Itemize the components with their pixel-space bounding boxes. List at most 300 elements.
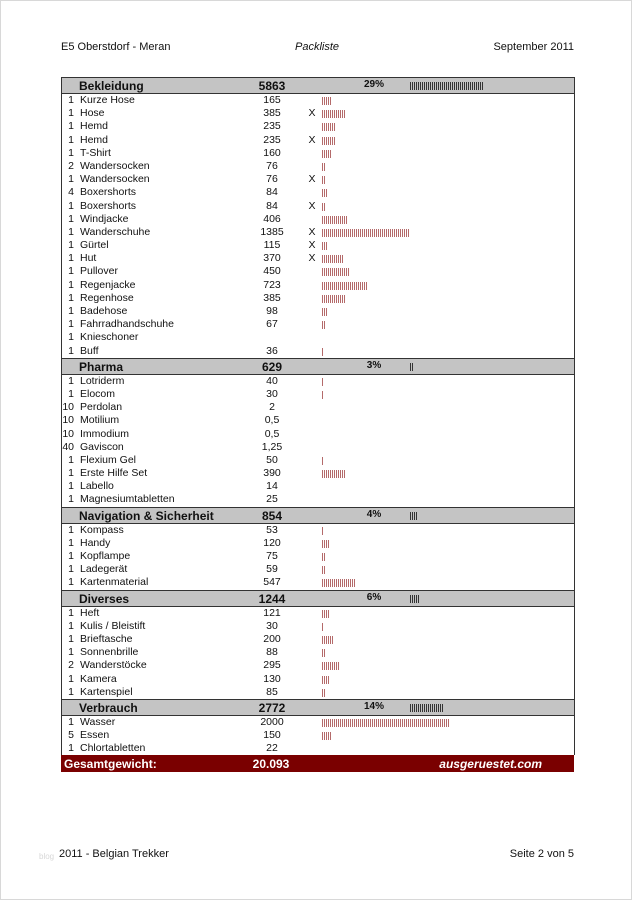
bar-tick	[422, 719, 423, 727]
bar-tick	[376, 229, 377, 237]
weight-bar	[322, 391, 323, 399]
bar-tick	[422, 82, 423, 90]
table-row	[62, 173, 574, 186]
bar-tick	[432, 719, 433, 727]
bar-tick	[418, 595, 419, 603]
bar-tick	[418, 82, 419, 90]
item-weight: 165	[263, 94, 281, 106]
category-header	[62, 358, 574, 375]
item-weight: 235	[263, 120, 281, 133]
bar-tick	[350, 229, 351, 237]
bar-tick	[336, 295, 337, 303]
table-row	[62, 686, 574, 699]
bar-tick	[324, 203, 325, 211]
item-mark: X	[308, 199, 316, 212]
bar-tick	[332, 123, 333, 131]
bar-tick	[410, 82, 411, 90]
bar-tick	[360, 229, 361, 237]
category-name: Diverses	[79, 591, 130, 606]
bar-tick	[410, 719, 411, 727]
bar-tick	[360, 719, 361, 727]
item-name: Badehose	[80, 305, 128, 317]
bar-tick	[416, 719, 417, 727]
bar-tick	[340, 216, 341, 224]
bar-tick	[328, 137, 329, 145]
weight-bar	[322, 662, 339, 670]
item-quantity: 5	[68, 729, 74, 742]
bar-tick	[434, 704, 435, 712]
bar-tick	[420, 719, 421, 727]
bar-tick	[332, 216, 333, 224]
category-percent: 3%	[366, 359, 382, 371]
weight-bar	[410, 512, 417, 520]
bar-tick	[336, 229, 337, 237]
item-weight: 115	[263, 239, 281, 252]
weight-bar	[322, 216, 347, 224]
bar-tick	[432, 704, 433, 712]
bar-tick	[384, 229, 385, 237]
table-row	[62, 454, 574, 467]
table-row	[62, 239, 574, 252]
item-weight: 1,25	[261, 440, 283, 453]
bar-tick	[340, 282, 341, 290]
bar-tick	[398, 719, 399, 727]
bar-tick	[324, 137, 325, 145]
bar-tick	[356, 229, 357, 237]
item-quantity: 1	[68, 107, 74, 120]
table-row	[62, 252, 574, 265]
bar-tick	[410, 595, 411, 603]
bar-tick	[328, 110, 329, 118]
bar-tick	[338, 110, 339, 118]
table-row	[62, 213, 574, 226]
bar-tick	[330, 123, 331, 131]
bar-tick	[338, 229, 339, 237]
bar-tick	[328, 676, 329, 684]
bar-tick	[448, 82, 449, 90]
total-weight-bar	[61, 755, 574, 772]
bar-tick	[326, 268, 327, 276]
item-name: Kartenspiel	[80, 685, 133, 698]
bar-tick	[324, 216, 325, 224]
weight-bar	[322, 457, 323, 465]
table-row	[62, 480, 574, 493]
item-quantity: 1	[68, 632, 74, 645]
weight-bar	[322, 732, 331, 740]
item-weight: 22	[266, 742, 278, 755]
bar-tick	[326, 189, 327, 197]
bar-tick	[324, 255, 325, 263]
item-weight: 390	[263, 467, 281, 480]
bar-tick	[456, 82, 457, 90]
bar-tick	[358, 229, 359, 237]
bar-tick	[370, 229, 371, 237]
bar-tick	[380, 719, 381, 727]
item-quantity: 1	[68, 646, 74, 659]
table-row	[62, 107, 574, 120]
bar-tick	[404, 719, 405, 727]
bar-tick	[330, 137, 331, 145]
weight-bar	[410, 363, 413, 371]
item-quantity: 1	[68, 318, 74, 331]
bar-tick	[398, 229, 399, 237]
table-row	[62, 576, 574, 589]
bar-tick	[406, 719, 407, 727]
item-name: Lotriderm	[80, 374, 125, 387]
table-row	[62, 388, 574, 401]
bar-tick	[364, 719, 365, 727]
bar-tick	[366, 229, 367, 237]
bar-tick	[332, 268, 333, 276]
bar-tick	[322, 579, 323, 587]
site-link[interactable]: ausgeruestet.com	[439, 757, 542, 771]
bar-tick	[324, 566, 325, 574]
bar-tick	[324, 282, 325, 290]
bar-tick	[346, 579, 347, 587]
item-quantity: 1	[68, 619, 74, 632]
item-weight: 120	[263, 536, 281, 549]
item-weight: 98	[266, 305, 278, 317]
bar-tick	[324, 689, 325, 697]
item-weight: 84	[266, 199, 278, 212]
bar-tick	[446, 719, 447, 727]
bar-tick	[438, 719, 439, 727]
bar-tick	[414, 704, 415, 712]
bar-tick	[340, 719, 341, 727]
bar-tick	[322, 676, 323, 684]
bar-tick	[328, 719, 329, 727]
bar-tick	[326, 97, 327, 105]
bar-tick	[430, 719, 431, 727]
item-weight: 67	[266, 318, 278, 331]
weight-bar	[322, 689, 325, 697]
bar-tick	[414, 595, 415, 603]
bar-tick	[372, 719, 373, 727]
bar-tick	[450, 82, 451, 90]
item-quantity: 1	[68, 576, 74, 589]
bar-tick	[332, 255, 333, 263]
bar-tick	[476, 82, 477, 90]
bar-tick	[340, 268, 341, 276]
bar-tick	[368, 229, 369, 237]
category-name: Pharma	[79, 359, 124, 374]
bar-tick	[402, 719, 403, 727]
item-quantity: 1	[68, 212, 74, 225]
bar-tick	[346, 268, 347, 276]
item-mark: X	[308, 173, 316, 186]
table-row	[62, 305, 574, 318]
bar-tick	[338, 268, 339, 276]
table-row	[62, 401, 574, 414]
table-row	[62, 716, 574, 729]
item-quantity: 1	[68, 480, 74, 493]
bar-tick	[394, 229, 395, 237]
bar-tick	[336, 282, 337, 290]
item-name: Boxershorts	[80, 199, 137, 212]
bar-tick	[480, 82, 481, 90]
category-percent: 6%	[366, 591, 382, 603]
weight-bar	[322, 268, 349, 276]
item-weight: 200	[263, 632, 281, 645]
item-name: Ladegerät	[80, 563, 128, 576]
bar-tick	[344, 216, 345, 224]
item-name: Handy	[80, 536, 111, 549]
bar-tick	[338, 719, 339, 727]
item-name: Motilium	[80, 414, 120, 427]
bar-tick	[412, 82, 413, 90]
bar-tick	[324, 321, 325, 329]
bar-tick	[388, 229, 389, 237]
bar-tick	[330, 229, 331, 237]
weight-bar	[322, 229, 409, 237]
weight-bar	[322, 527, 323, 535]
bar-tick	[470, 82, 471, 90]
item-quantity: 1	[68, 742, 74, 755]
bar-tick	[328, 579, 329, 587]
bar-tick	[326, 610, 327, 618]
weight-bar	[322, 242, 327, 250]
item-quantity: 1	[68, 225, 74, 238]
bar-tick	[334, 295, 335, 303]
bar-tick	[322, 662, 323, 670]
bar-tick	[346, 229, 347, 237]
bar-tick	[332, 110, 333, 118]
bar-tick	[322, 689, 323, 697]
table-row	[62, 673, 574, 686]
bar-tick	[330, 268, 331, 276]
item-name: Immodium	[80, 427, 130, 440]
category-header	[62, 78, 574, 94]
item-quantity: 1	[68, 467, 74, 480]
bar-tick	[434, 82, 435, 90]
table-row	[62, 226, 574, 239]
bar-tick	[326, 470, 327, 478]
item-weight: 547	[263, 576, 281, 589]
weight-bar	[322, 636, 333, 644]
bar-tick	[378, 229, 379, 237]
weight-bar	[322, 676, 329, 684]
item-quantity: 1	[68, 173, 74, 186]
item-name: Windjacke	[80, 212, 129, 225]
bar-tick	[374, 719, 375, 727]
item-name: Chlortabletten	[80, 742, 146, 755]
bar-tick	[412, 704, 413, 712]
bar-tick	[326, 540, 327, 548]
bar-tick	[332, 229, 333, 237]
bar-tick	[372, 229, 373, 237]
bar-tick	[474, 82, 475, 90]
table-row	[62, 659, 574, 672]
bar-tick	[324, 189, 325, 197]
bar-tick	[442, 719, 443, 727]
bar-tick	[394, 719, 395, 727]
bar-tick	[414, 512, 415, 520]
item-quantity: 1	[68, 199, 74, 212]
table-row	[62, 134, 574, 147]
bar-tick	[326, 242, 327, 250]
bar-tick	[334, 216, 335, 224]
bar-tick	[328, 610, 329, 618]
table-row	[62, 292, 574, 305]
bar-tick	[340, 255, 341, 263]
weight-bar	[410, 704, 443, 712]
category-weight: 2772	[258, 700, 286, 715]
bar-tick	[336, 110, 337, 118]
bar-tick	[342, 295, 343, 303]
bar-tick	[348, 719, 349, 727]
table-row	[62, 318, 574, 331]
item-name: Kopflampe	[80, 550, 131, 562]
weight-bar	[322, 553, 325, 561]
bar-tick	[322, 189, 323, 197]
bar-tick	[334, 579, 335, 587]
bar-tick	[386, 229, 387, 237]
bar-tick	[326, 295, 327, 303]
weight-bar	[322, 610, 329, 618]
weight-bar	[322, 308, 327, 316]
bar-tick	[330, 719, 331, 727]
bar-tick	[322, 163, 323, 171]
bar-tick	[326, 676, 327, 684]
item-quantity: 40	[62, 440, 74, 453]
table-row	[62, 265, 574, 278]
category-header	[62, 590, 574, 607]
item-weight: 385	[263, 107, 281, 120]
table-row	[62, 279, 574, 292]
bar-tick	[440, 704, 441, 712]
table-row	[62, 467, 574, 480]
bar-tick	[322, 203, 323, 211]
weight-bar	[322, 470, 345, 478]
weight-bar	[322, 255, 343, 263]
bar-tick	[326, 308, 327, 316]
item-weight: 53	[266, 523, 278, 536]
bar-tick	[354, 282, 355, 290]
bar-tick	[342, 229, 343, 237]
watermark: blog	[39, 852, 55, 861]
table-row	[62, 160, 574, 173]
bar-tick	[344, 719, 345, 727]
category-name: Navigation & Sicherheit	[79, 508, 214, 523]
bar-tick	[436, 719, 437, 727]
item-weight: 406	[263, 212, 281, 225]
bar-tick	[328, 470, 329, 478]
bar-tick	[366, 282, 367, 290]
category-weight: 5863	[258, 79, 286, 93]
bar-tick	[350, 282, 351, 290]
bar-tick	[340, 229, 341, 237]
bar-tick	[426, 82, 427, 90]
bar-tick	[352, 579, 353, 587]
bar-tick	[324, 308, 325, 316]
category-weight: 854	[261, 508, 283, 523]
item-weight: 450	[263, 265, 281, 278]
category-weight: 1244	[258, 591, 286, 606]
bar-tick	[442, 704, 443, 712]
item-weight: 50	[266, 453, 278, 466]
bar-tick	[322, 719, 323, 727]
bar-tick	[334, 282, 335, 290]
bar-tick	[338, 662, 339, 670]
bar-tick	[446, 82, 447, 90]
table-row	[62, 563, 574, 576]
item-quantity: 1	[68, 563, 74, 576]
bar-tick	[326, 255, 327, 263]
bar-tick	[324, 649, 325, 657]
item-weight: 76	[266, 173, 278, 186]
bar-tick	[322, 308, 323, 316]
bar-tick	[324, 662, 325, 670]
item-quantity: 10	[62, 427, 74, 440]
bar-tick	[324, 636, 325, 644]
bar-tick	[370, 719, 371, 727]
bar-tick	[348, 229, 349, 237]
bar-tick	[340, 110, 341, 118]
bar-tick	[466, 82, 467, 90]
bar-tick	[324, 176, 325, 184]
bar-tick	[428, 704, 429, 712]
item-name: Wandersocken	[80, 173, 150, 186]
item-weight: 30	[266, 387, 278, 400]
bar-tick	[324, 163, 325, 171]
bar-tick	[334, 229, 335, 237]
bar-tick	[412, 719, 413, 727]
bar-tick	[444, 82, 445, 90]
bar-tick	[338, 282, 339, 290]
bar-tick	[350, 719, 351, 727]
header-trip: E5 Oberstdorf - Meran	[61, 41, 171, 53]
bar-tick	[336, 662, 337, 670]
table-row	[62, 414, 574, 427]
table-row	[62, 633, 574, 646]
bar-tick	[344, 229, 345, 237]
bar-tick	[326, 216, 327, 224]
bar-tick	[332, 470, 333, 478]
table-row	[62, 646, 574, 659]
table-row	[62, 729, 574, 742]
item-mark: X	[308, 239, 316, 252]
weight-bar	[322, 163, 325, 171]
item-weight: 2	[269, 401, 275, 414]
bar-tick	[408, 719, 409, 727]
item-quantity: 1	[68, 133, 74, 146]
bar-tick	[356, 282, 357, 290]
bar-tick	[380, 229, 381, 237]
bar-tick	[326, 636, 327, 644]
item-mark: X	[308, 133, 316, 146]
bar-tick	[346, 282, 347, 290]
bar-tick	[346, 216, 347, 224]
bar-tick	[348, 268, 349, 276]
bar-tick	[438, 82, 439, 90]
item-quantity: 1	[68, 523, 74, 536]
bar-tick	[412, 363, 413, 371]
bar-tick	[374, 229, 375, 237]
bar-tick	[326, 150, 327, 158]
bar-tick	[332, 282, 333, 290]
item-weight: 0,5	[264, 414, 280, 427]
bar-tick	[322, 97, 323, 105]
item-weight: 2000	[260, 715, 284, 728]
item-weight: 88	[266, 646, 278, 659]
item-name: Buff	[80, 344, 99, 357]
item-weight: 1385	[260, 225, 284, 238]
item-weight: 59	[266, 563, 278, 576]
bar-tick	[360, 282, 361, 290]
bar-tick	[322, 566, 323, 574]
bar-tick	[322, 176, 323, 184]
bar-tick	[436, 82, 437, 90]
